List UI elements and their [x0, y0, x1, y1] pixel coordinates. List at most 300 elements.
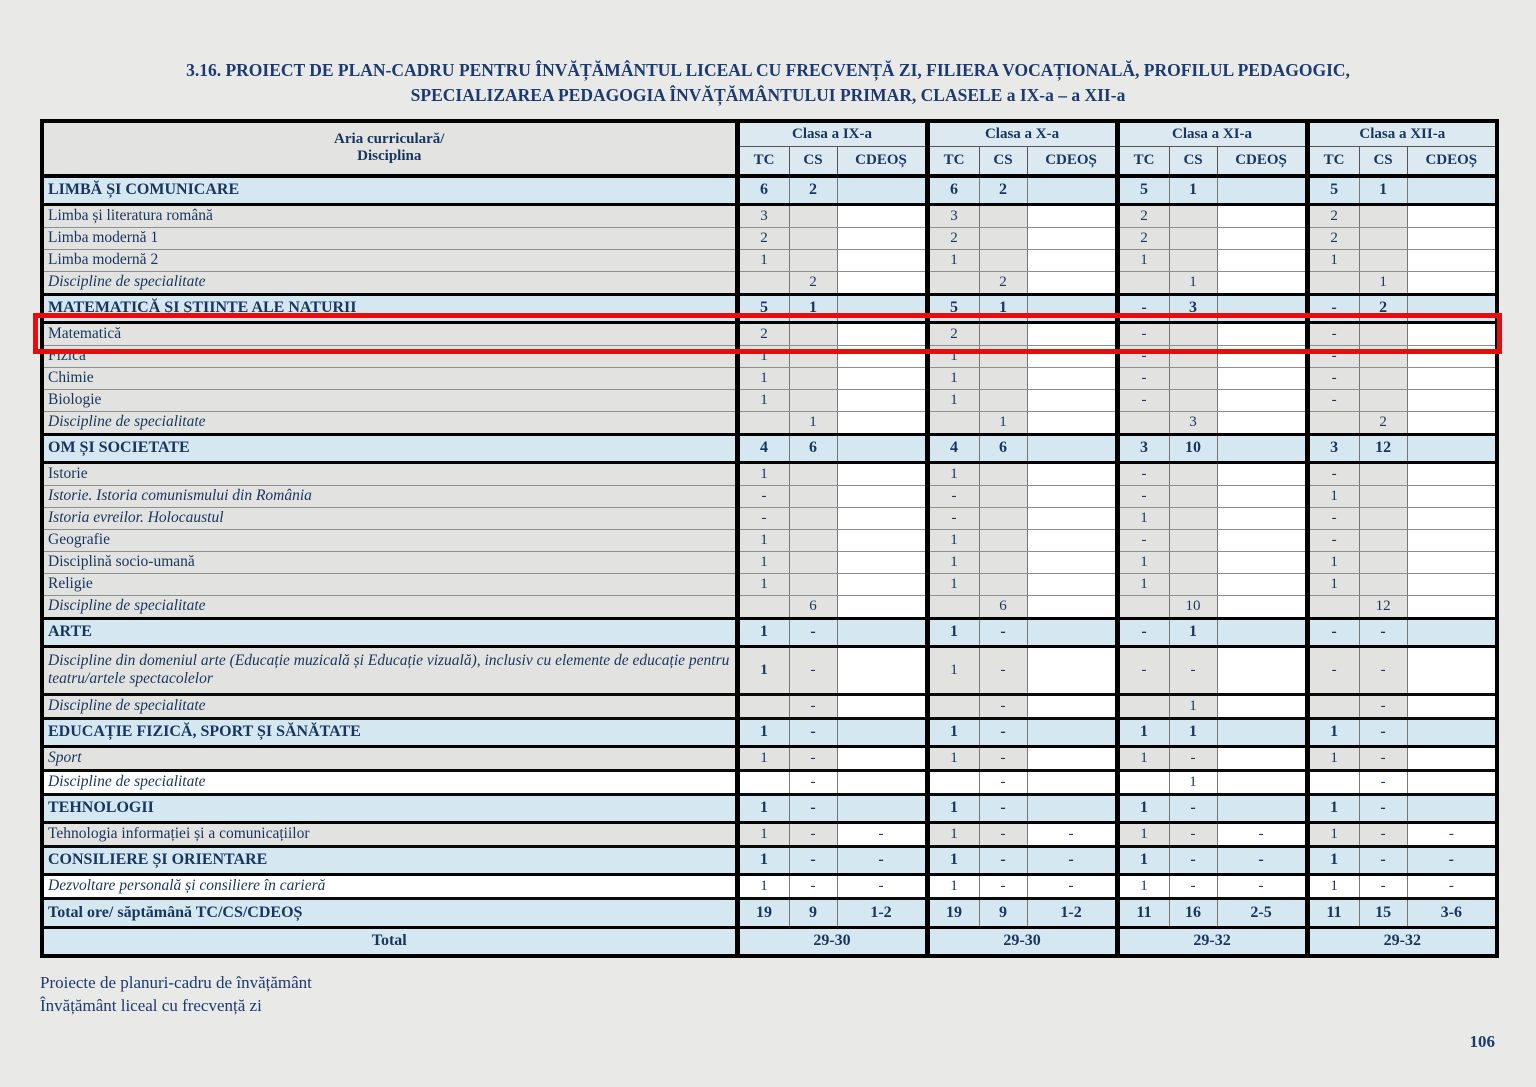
table-row [42, 411, 1497, 434]
table-cell: - [979, 646, 1027, 694]
subheader-tc-4: TC [1307, 146, 1359, 176]
table-cell: 1 [737, 846, 789, 874]
table-cell: 2-5 [1217, 898, 1307, 927]
table-cell [1359, 507, 1407, 529]
table-cell [979, 204, 1027, 227]
table-row [42, 794, 1497, 822]
table-cell [837, 389, 927, 411]
table-cell [1027, 595, 1117, 618]
table-cell [837, 434, 927, 462]
table-cell: 1 [1307, 249, 1359, 271]
table-cell [1217, 746, 1307, 770]
row-label: Dezvoltare personală și consiliere în carieră [42, 874, 737, 898]
table-cell: - [1307, 294, 1359, 322]
table-cell: - [1169, 822, 1217, 846]
table-row [42, 434, 1497, 462]
table-cell: 1 [927, 874, 979, 898]
table-cell [1027, 794, 1117, 822]
table-row [42, 204, 1497, 227]
table-cell [1217, 646, 1307, 694]
table-cell: - [979, 718, 1027, 746]
table-cell: 1 [1117, 718, 1169, 746]
table-cell: 1 [737, 367, 789, 389]
table-cell [1407, 718, 1497, 746]
table-cell [1027, 367, 1117, 389]
row-label: Discipline de specialitate [42, 271, 737, 294]
table-cell [1407, 794, 1497, 822]
table-cell [1359, 462, 1407, 485]
table-cell: 1-2 [837, 898, 927, 927]
table-cell [1217, 227, 1307, 249]
row-label: Limba modernă 1 [42, 227, 737, 249]
table-cell [1217, 367, 1307, 389]
table-cell [1407, 746, 1497, 770]
table-cell: - [1117, 462, 1169, 485]
table-cell: - [837, 846, 927, 874]
table-cell: - [1307, 367, 1359, 389]
table-cell [1027, 249, 1117, 271]
row-label: CONSILIERE ȘI ORIENTARE [42, 846, 737, 874]
table-cell [737, 694, 789, 718]
table-cell: 1 [1359, 271, 1407, 294]
page-title-line2: SPECIALIZAREA PEDAGOGIA ÎNVĂȚĂMÂNTULUI PRIMAR, CLASELE a IX-a – a XII-a [410, 85, 1126, 106]
table-cell: - [1407, 822, 1497, 846]
table-cell: 1 [737, 874, 789, 898]
table-cell: 1 [927, 573, 979, 595]
table-cell [1117, 411, 1169, 434]
table-cell: - [789, 794, 837, 822]
page-title-line1: 3.16. PROIECT DE PLAN-CADRU PENTRU ÎNVĂȚĂMÂNTUL LICEAL CU FRECVENȚĂ ZI, FILIERA VOCAȚIONALĂ, PROFILUL PEDAGOGIC, [186, 60, 1350, 80]
table-cell: 10 [1169, 595, 1217, 618]
table-cell [737, 770, 789, 794]
table-cell [1407, 434, 1497, 462]
table-cell: - [979, 794, 1027, 822]
table-cell: 1 [737, 794, 789, 822]
row-label: MATEMATICĂ ȘI ȘTIINȚE ALE NATURII [42, 294, 737, 322]
table-cell [837, 294, 927, 322]
table-cell: 16 [1169, 898, 1217, 927]
table-cell [979, 507, 1027, 529]
table-row [42, 529, 1497, 551]
table-cell: 3 [1117, 434, 1169, 462]
table-cell: 3 [1169, 411, 1217, 434]
table-cell [1307, 770, 1359, 794]
table-cell: 1 [1117, 573, 1169, 595]
table-cell [789, 367, 837, 389]
table-row [42, 898, 1497, 927]
row-label: Total ore/ săptămână TC/CS/CDEOȘ [42, 898, 737, 927]
table-cell [1217, 176, 1307, 205]
table-cell: 1 [1117, 507, 1169, 529]
table-cell: 1 [1169, 718, 1217, 746]
table-cell: 1 [927, 551, 979, 573]
table-cell: - [927, 507, 979, 529]
table-cell [1027, 411, 1117, 434]
subheader-tc-1: TC [737, 146, 789, 176]
table-cell: 1 [979, 294, 1027, 322]
table-cell: 1 [1117, 846, 1169, 874]
table-cell: - [789, 646, 837, 694]
table-cell: 6 [789, 434, 837, 462]
table-cell [789, 507, 837, 529]
subheader-cdeoș-1: CDEOȘ [837, 146, 927, 176]
table-cell [837, 770, 927, 794]
table-cell: - [1307, 507, 1359, 529]
table-cell: 1 [1307, 551, 1359, 573]
table-cell: - [1169, 794, 1217, 822]
table-cell: - [789, 718, 837, 746]
table-cell: 12 [1359, 434, 1407, 462]
subheader-tc-2: TC [927, 146, 979, 176]
table-cell: - [1307, 529, 1359, 551]
table-cell [837, 345, 927, 367]
table-cell: 1 [927, 618, 979, 646]
table-cell: 1 [1169, 271, 1217, 294]
table-cell: 2 [927, 227, 979, 249]
table-cell: 15 [1359, 898, 1407, 927]
table-cell [789, 462, 837, 485]
table-cell: 1 [927, 249, 979, 271]
subheader-cs-4: CS [1359, 146, 1407, 176]
table-cell: - [1169, 874, 1217, 898]
table-cell [837, 618, 927, 646]
table-cell: - [789, 770, 837, 794]
table-cell [979, 529, 1027, 551]
table-cell [1169, 485, 1217, 507]
table-cell: 2 [1307, 227, 1359, 249]
table-cell [1407, 694, 1497, 718]
table-cell [1407, 485, 1497, 507]
table-cell [1217, 294, 1307, 322]
page-title [40, 58, 1496, 109]
table-cell [1027, 746, 1117, 770]
table-cell: - [1117, 294, 1169, 322]
table-cell: - [1359, 718, 1407, 746]
row-label: Discipline de specialitate [42, 411, 737, 434]
table-cell: - [1307, 322, 1359, 345]
table-cell: 2 [1359, 411, 1407, 434]
table-cell: 1 [1169, 618, 1217, 646]
table-cell: 1 [1117, 822, 1169, 846]
subheader-tc-3: TC [1117, 146, 1169, 176]
table-row [42, 874, 1497, 898]
table-cell [837, 529, 927, 551]
table-cell [1359, 367, 1407, 389]
table-cell [1407, 227, 1497, 249]
table-cell: 1 [737, 822, 789, 846]
table-cell: 19 [737, 898, 789, 927]
table-cell: 1 [737, 718, 789, 746]
table-cell [1027, 646, 1117, 694]
table-cell [1027, 551, 1117, 573]
table-cell: 11 [1117, 898, 1169, 927]
table-cell: 4 [737, 434, 789, 462]
table-cell [979, 485, 1027, 507]
table-cell [837, 204, 927, 227]
table-cell [1027, 271, 1117, 294]
table-cell: 6 [737, 176, 789, 205]
table-cell: 1 [927, 389, 979, 411]
table-cell: 5 [1117, 176, 1169, 205]
table-cell: - [979, 618, 1027, 646]
table-cell [927, 595, 979, 618]
table-cell: - [1217, 822, 1307, 846]
table-cell [1359, 249, 1407, 271]
table-cell [1027, 507, 1117, 529]
table-cell [737, 595, 789, 618]
footer [40, 972, 1496, 1018]
table-cell [979, 322, 1027, 345]
row-label: Sport [42, 746, 737, 770]
table-cell: 2 [1117, 227, 1169, 249]
table-cell: - [1027, 874, 1117, 898]
table-cell: 1 [737, 646, 789, 694]
table-row [42, 389, 1497, 411]
table-row [42, 822, 1497, 846]
row-label: LIMBĂ ȘI COMUNICARE [42, 176, 737, 205]
row-label: Matematică [42, 322, 737, 345]
table-cell [789, 573, 837, 595]
row-label: ARTE [42, 618, 737, 646]
table-row [42, 485, 1497, 507]
page-number: 106 [1469, 1031, 1495, 1051]
table-cell [1169, 507, 1217, 529]
table-cell [1407, 770, 1497, 794]
table-cell [837, 746, 927, 770]
table-cell [789, 389, 837, 411]
table-cell [1217, 411, 1307, 434]
row-label: Total [42, 927, 737, 956]
table-cell [1407, 529, 1497, 551]
table-cell: - [1359, 822, 1407, 846]
row-label: Istoria evreilor. Holocaustul [42, 507, 737, 529]
table-cell [789, 551, 837, 573]
table-cell [1027, 618, 1117, 646]
table-cell [1027, 434, 1117, 462]
table-row [42, 846, 1497, 874]
table-cell [1359, 389, 1407, 411]
table-row [42, 718, 1497, 746]
subheader-cdeoș-4: CDEOȘ [1407, 146, 1497, 176]
table-cell [1027, 485, 1117, 507]
table-cell [1407, 646, 1497, 694]
subheader-cs-1: CS [789, 146, 837, 176]
table-cell: 5 [737, 294, 789, 322]
table-cell: 6 [979, 595, 1027, 618]
table-cell: - [1169, 746, 1217, 770]
table-cell [1027, 529, 1117, 551]
table-cell: 3 [1307, 434, 1359, 462]
table-cell: - [789, 694, 837, 718]
table-cell [789, 322, 837, 345]
table-cell [1407, 294, 1497, 322]
table-cell [1169, 249, 1217, 271]
table-cell [789, 345, 837, 367]
table-cell [1027, 322, 1117, 345]
table-cell [1217, 345, 1307, 367]
table-cell [1307, 271, 1359, 294]
class-group-header-1: Clasa a IX-a [737, 121, 927, 147]
table-cell [837, 573, 927, 595]
table-cell: 2 [1117, 204, 1169, 227]
row-label: Religie [42, 573, 737, 595]
table-cell [1117, 595, 1169, 618]
table-cell [837, 227, 927, 249]
row-label: Limba modernă 2 [42, 249, 737, 271]
table-cell [1169, 227, 1217, 249]
table-cell: 5 [927, 294, 979, 322]
table-cell: 9 [979, 898, 1027, 927]
table-row [42, 770, 1497, 794]
table-cell [1027, 694, 1117, 718]
table-cell [1217, 204, 1307, 227]
table-cell: 1 [927, 529, 979, 551]
table-cell: - [979, 846, 1027, 874]
table-cell: - [979, 770, 1027, 794]
table-cell: 1 [1307, 822, 1359, 846]
table-cell: 29-30 [927, 927, 1117, 956]
table-cell [927, 770, 979, 794]
table-row [42, 573, 1497, 595]
table-cell [837, 485, 927, 507]
table-cell [1359, 227, 1407, 249]
table-cell [1169, 345, 1217, 367]
table-cell [1359, 345, 1407, 367]
table-cell [927, 271, 979, 294]
table-cell [1217, 718, 1307, 746]
table-row [42, 227, 1497, 249]
footer-line-2: Învățământ liceal cu frecvență zi [40, 995, 262, 1015]
table-cell [979, 573, 1027, 595]
table-cell [1217, 529, 1307, 551]
table-cell [1027, 770, 1117, 794]
table-cell: 2 [737, 322, 789, 345]
table-cell [1407, 411, 1497, 434]
table-cell: 2 [789, 271, 837, 294]
row-label: Geografie [42, 529, 737, 551]
table-row [42, 694, 1497, 718]
table-cell [1407, 204, 1497, 227]
table-cell [789, 204, 837, 227]
table-cell: - [1217, 874, 1307, 898]
table-cell [1359, 529, 1407, 551]
table-cell [1217, 573, 1307, 595]
table-cell: - [1407, 874, 1497, 898]
document-page [0, 58, 1536, 1087]
table-cell: 10 [1169, 434, 1217, 462]
table-row [42, 249, 1497, 271]
table-cell: 6 [789, 595, 837, 618]
table-cell: 1 [927, 646, 979, 694]
row-label: EDUCAȚIE FIZICĂ, SPORT ȘI SĂNĂTATE [42, 718, 737, 746]
table-cell: - [789, 746, 837, 770]
table-row [42, 294, 1497, 322]
table-cell [1027, 345, 1117, 367]
table-cell: - [789, 874, 837, 898]
table-cell [1407, 551, 1497, 573]
table-cell: 1 [927, 794, 979, 822]
table-cell: 3 [927, 204, 979, 227]
table-cell: 1 [927, 718, 979, 746]
table-cell: 1 [1307, 573, 1359, 595]
table-cell [1307, 595, 1359, 618]
table-cell: 3 [737, 204, 789, 227]
table-cell [1359, 573, 1407, 595]
table-cell: 1 [1307, 718, 1359, 746]
table-cell: - [927, 485, 979, 507]
table-cell: 1 [927, 846, 979, 874]
table-row [42, 551, 1497, 573]
header-row-classes [42, 121, 1497, 147]
table-cell: - [1307, 345, 1359, 367]
table-cell [1169, 389, 1217, 411]
table-cell: - [1117, 322, 1169, 345]
table-cell: - [737, 485, 789, 507]
table-cell: 2 [927, 322, 979, 345]
table-cell: 1-2 [1027, 898, 1117, 927]
table-cell: - [1359, 694, 1407, 718]
table-cell: - [1027, 846, 1117, 874]
table-cell [837, 176, 927, 205]
row-label: Discipline de specialitate [42, 770, 737, 794]
table-cell [837, 507, 927, 529]
table-cell [927, 694, 979, 718]
table-cell [1117, 271, 1169, 294]
table-cell: 29-32 [1307, 927, 1497, 956]
table-cell: - [1117, 485, 1169, 507]
table-cell: - [1217, 846, 1307, 874]
table-cell [837, 462, 927, 485]
subheader-cdeoș-2: CDEOȘ [1027, 146, 1117, 176]
table-cell [837, 646, 927, 694]
table-cell: - [1359, 794, 1407, 822]
subheader-cs-2: CS [979, 146, 1027, 176]
table-cell: 6 [979, 434, 1027, 462]
corner-header [42, 121, 737, 176]
table-cell [1217, 770, 1307, 794]
table-cell: 1 [1117, 249, 1169, 271]
table-cell: - [1359, 770, 1407, 794]
table-cell [837, 694, 927, 718]
table-cell: 2 [737, 227, 789, 249]
table-cell: 1 [1169, 770, 1217, 794]
table-cell [789, 227, 837, 249]
table-cell: 1 [1117, 874, 1169, 898]
table-cell [1217, 462, 1307, 485]
table-cell [1169, 322, 1217, 345]
row-label: Discipline din domeniul arte (Educație muzicală și Educație vizuală), inclusiv cu elemente de educație pentru teatru/artele spectacolelor [42, 646, 737, 694]
corner-header-line2: Disciplina [357, 148, 422, 165]
table-cell [1359, 485, 1407, 507]
row-label: Fizică [42, 345, 737, 367]
table-cell [1169, 529, 1217, 551]
table-row [42, 618, 1497, 646]
table-cell [1027, 294, 1117, 322]
table-cell: - [789, 822, 837, 846]
table-cell [1169, 367, 1217, 389]
table-row [42, 176, 1497, 205]
table-cell: 1 [737, 529, 789, 551]
table-cell [837, 367, 927, 389]
table-row [42, 927, 1497, 956]
table-cell [837, 595, 927, 618]
table-row [42, 345, 1497, 367]
table-cell: - [979, 746, 1027, 770]
table-cell [979, 367, 1027, 389]
table-cell: 12 [1359, 595, 1407, 618]
table-cell: - [1169, 646, 1217, 694]
table-cell [789, 485, 837, 507]
